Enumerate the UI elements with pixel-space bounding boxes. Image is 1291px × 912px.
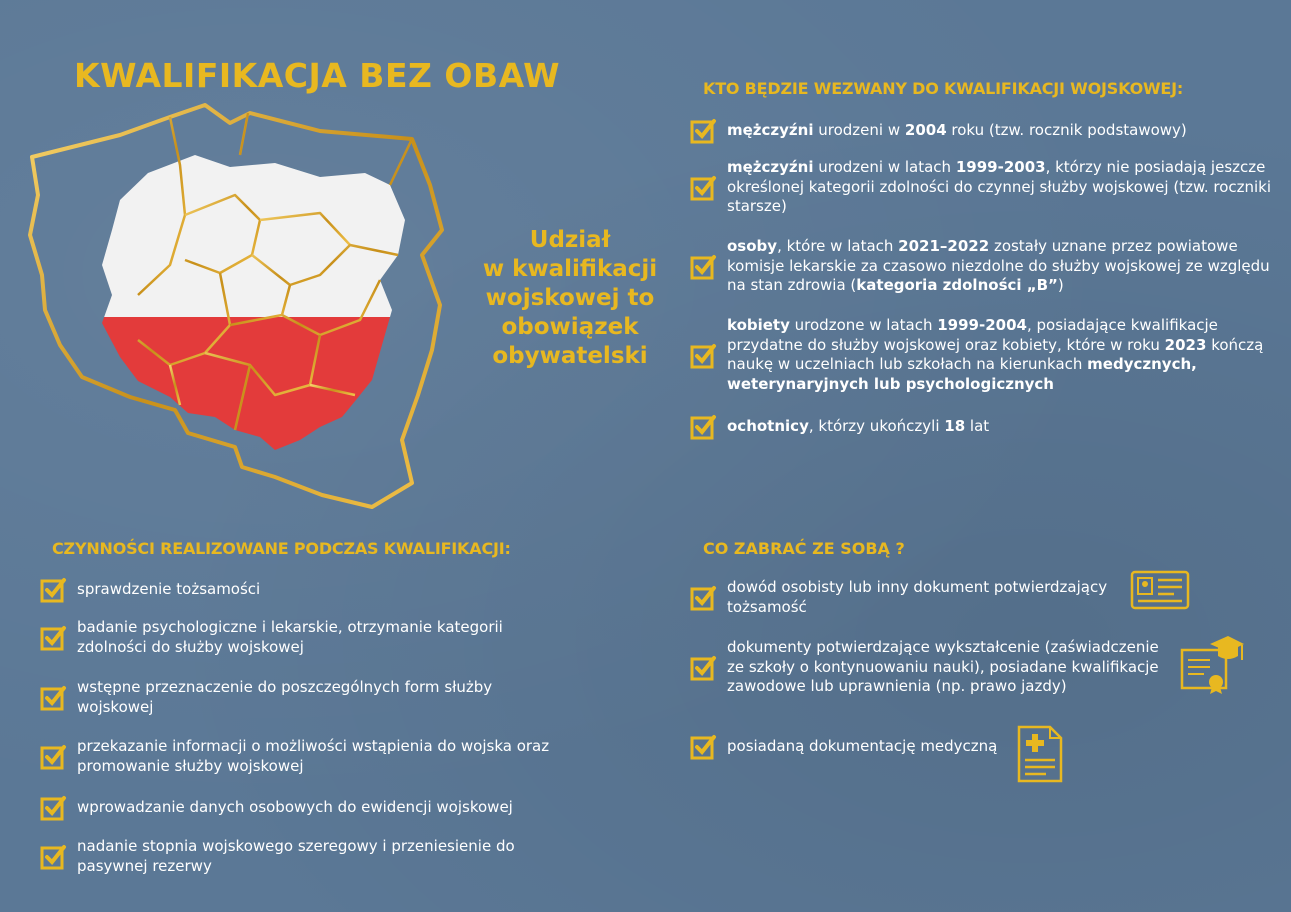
activity-item-text: wprowadzanie danych osobowych do ewidencji wojskowej <box>77 797 513 816</box>
id-card-icon <box>1130 570 1190 610</box>
activity-item <box>40 737 605 776</box>
checkbox-icon <box>40 624 67 651</box>
checkbox-icon <box>690 733 717 760</box>
diploma-icon <box>1180 632 1246 694</box>
take-item-text: dokumenty potwierdzające wykształcenie (zaświadczenie ze szkoły o kontynuowaniu nauki), posiadane kwalifikacje zawodowe lub uprawnienia (np. prawo jazdy) <box>727 638 1159 695</box>
activity-item <box>40 618 560 657</box>
activity-item <box>40 576 600 603</box>
activity-item-text: sprawdzenie tożsamości <box>77 579 261 598</box>
who-item <box>690 158 1280 217</box>
flag-white-half <box>20 95 460 317</box>
activities-heading: CZYNNOŚCI REALIZOWANE PODCZAS KWALIFIKACJI: <box>52 539 511 558</box>
checkbox-icon <box>690 342 717 369</box>
who-item-text: mężczyźni urodzeni w 2004 roku (tzw. rocznik podstawowy) <box>727 120 1187 139</box>
who-heading: KTO BĘDZIE WEZWANY DO KWALIFIKACJI WOJSKOWEJ: <box>703 79 1184 98</box>
page-title: KWALIFIKACJA BEZ OBAW <box>74 56 561 95</box>
take-item-text: posiadaną dokumentację medyczną <box>727 736 998 755</box>
slogan <box>455 226 685 371</box>
activity-item <box>40 794 600 821</box>
slogan-line: obywatelski <box>492 343 648 369</box>
checkbox-icon <box>690 413 717 440</box>
checkbox-icon <box>40 576 67 603</box>
activity-item-text: przekazanie informacji o możliwości wstąpienia do wojska oraz promowanie służby wojskowej <box>77 737 550 775</box>
checkbox-icon <box>690 117 717 144</box>
activity-item-text: badanie psychologiczne i lekarskie, otrzymanie kategorii zdolności do służby wojskowej <box>77 618 503 656</box>
who-item <box>690 117 1280 144</box>
checkbox-icon <box>690 584 717 611</box>
slogan-line: w kwalifikacji <box>482 256 658 282</box>
who-item-text: ochotnicy, którzy ukończyli 18 lat <box>727 416 990 435</box>
slogan-line: obowiązek <box>501 314 639 340</box>
slogan-line: wojskowej to <box>485 285 655 311</box>
take-item-text: dowód osobisty lub inny dokument potwierdzający tożsamość <box>727 578 1108 616</box>
activity-item-text: nadanie stopnia wojskowego szeregowy i przeniesienie do pasywnej rezerwy <box>77 837 515 875</box>
checkbox-icon <box>690 174 717 201</box>
who-item <box>690 413 1280 440</box>
checkbox-icon <box>40 794 67 821</box>
activity-item <box>40 678 540 717</box>
medical-document-icon <box>1016 724 1064 784</box>
flag-red-half <box>20 317 460 515</box>
take-item <box>690 733 1010 760</box>
who-item-text: mężczyźni urodzeni w latach 1999-2003, którzy nie posiadają jeszcze określonej kategorii zdolności do czynnej służby wojskowej (tzw. roczniki starsze) <box>727 158 1272 215</box>
slogan-line: Udział <box>529 227 611 253</box>
take-item <box>690 578 1120 617</box>
activity-item <box>40 837 540 876</box>
who-item <box>690 237 1280 296</box>
poland-map <box>20 95 460 515</box>
checkbox-icon <box>40 843 67 870</box>
activity-item-text: wstępne przeznaczenie do poszczególnych form służby wojskowej <box>77 678 493 716</box>
checkbox-icon <box>40 743 67 770</box>
take-heading: CO ZABRAĆ ZE SOBĄ ? <box>703 539 905 558</box>
who-item <box>690 316 1282 394</box>
take-item <box>690 638 1170 697</box>
who-item-text: kobiety urodzone w latach 1999-2004, posiadające kwalifikacje przydatne do służby wojskowej oraz kobiety, które w roku 2023 kończą naukę w uczelniach lub szkołach na kierunkach medycznych, weterynaryjnych lub psychologicznych <box>727 316 1264 393</box>
who-item-text: osoby, które w latach 2021–2022 zostały uznane przez powiatowe komisje lekarskie za czasowo niezdolne do służby wojskowej ze względu na stan zdrowia (kategoria zdolności „B”) <box>727 237 1270 294</box>
checkbox-icon <box>690 253 717 280</box>
checkbox-icon <box>690 654 717 681</box>
checkbox-icon <box>40 684 67 711</box>
